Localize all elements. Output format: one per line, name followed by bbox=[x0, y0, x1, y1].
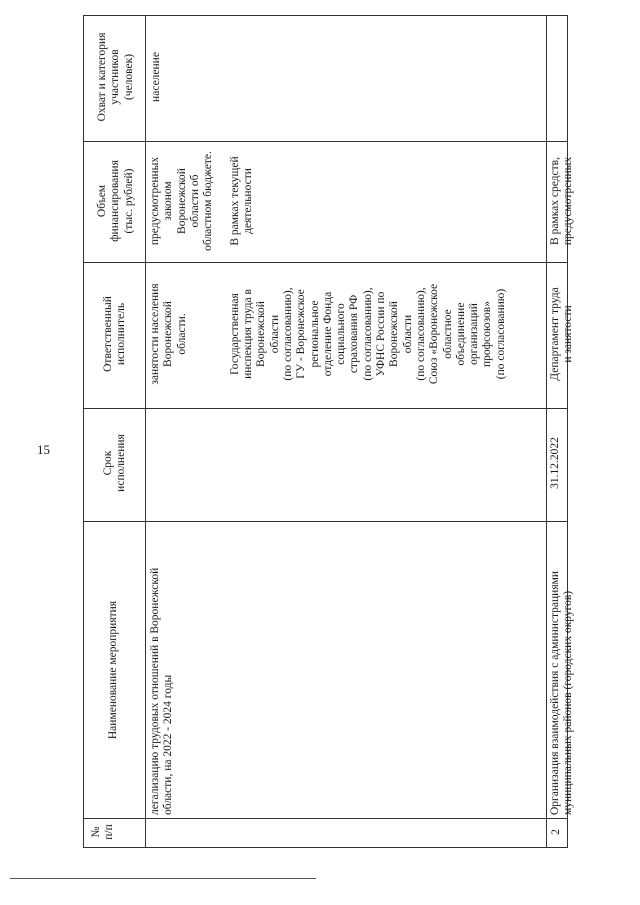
header-responsible: Ответственный исполнитель bbox=[102, 296, 128, 372]
header-name: Наименование мероприятия bbox=[107, 600, 119, 740]
row2-name: Организация взаимодействия с администрациями муниципальных районов (городских округов) bbox=[549, 570, 575, 815]
row2-responsible: Департамент труда и занятости bbox=[549, 287, 575, 381]
border-row1-row2 bbox=[546, 15, 547, 848]
header-num: № п/п bbox=[90, 824, 116, 840]
border-name-deadline bbox=[83, 521, 567, 522]
header-funding: Объем финансирования (тыс. рублей) bbox=[96, 160, 135, 242]
row1-name: легализацию трудовых отношений в Воронежской области, на 2022 - 2024 годы bbox=[149, 567, 175, 815]
row1-coverage: население bbox=[150, 52, 162, 102]
row2-num: 2 bbox=[550, 829, 562, 835]
header-coverage: Охват и категория участников (человек) bbox=[96, 32, 135, 122]
header-deadline: Срок исполнения bbox=[102, 434, 128, 492]
border-responsible-funding bbox=[83, 262, 567, 263]
border-top bbox=[83, 15, 567, 16]
border-header-body bbox=[145, 15, 146, 848]
row1-funding: предусмотренных законом Воронежской области об областном бюджете. В рамках текущей деятельности bbox=[149, 151, 255, 251]
border-row2-name-col bbox=[83, 818, 567, 819]
footnote-rule bbox=[10, 878, 316, 879]
row1-responsible: занятости населения Воронежской области. Государственная инспекция труда в Воронежской области (по согласованию), ГУ - Воронежское региональное отделение Фонда социального страхования РФ (по согласованию), УФНС России по Воронежской области (по согласованию), Союз «Воронежское областное объединение организаций профсоюзов» (по согласованию) bbox=[149, 283, 507, 385]
row2-funding: В рамках средств, предусмотренных bbox=[549, 156, 575, 246]
border-funding-coverage bbox=[83, 141, 567, 142]
border-bottom bbox=[83, 847, 567, 848]
border-left bbox=[83, 15, 84, 848]
row2-deadline: 31.12.2022 bbox=[549, 437, 561, 489]
page-number: 15 bbox=[37, 442, 50, 457]
border-deadline-responsible bbox=[83, 408, 567, 409]
